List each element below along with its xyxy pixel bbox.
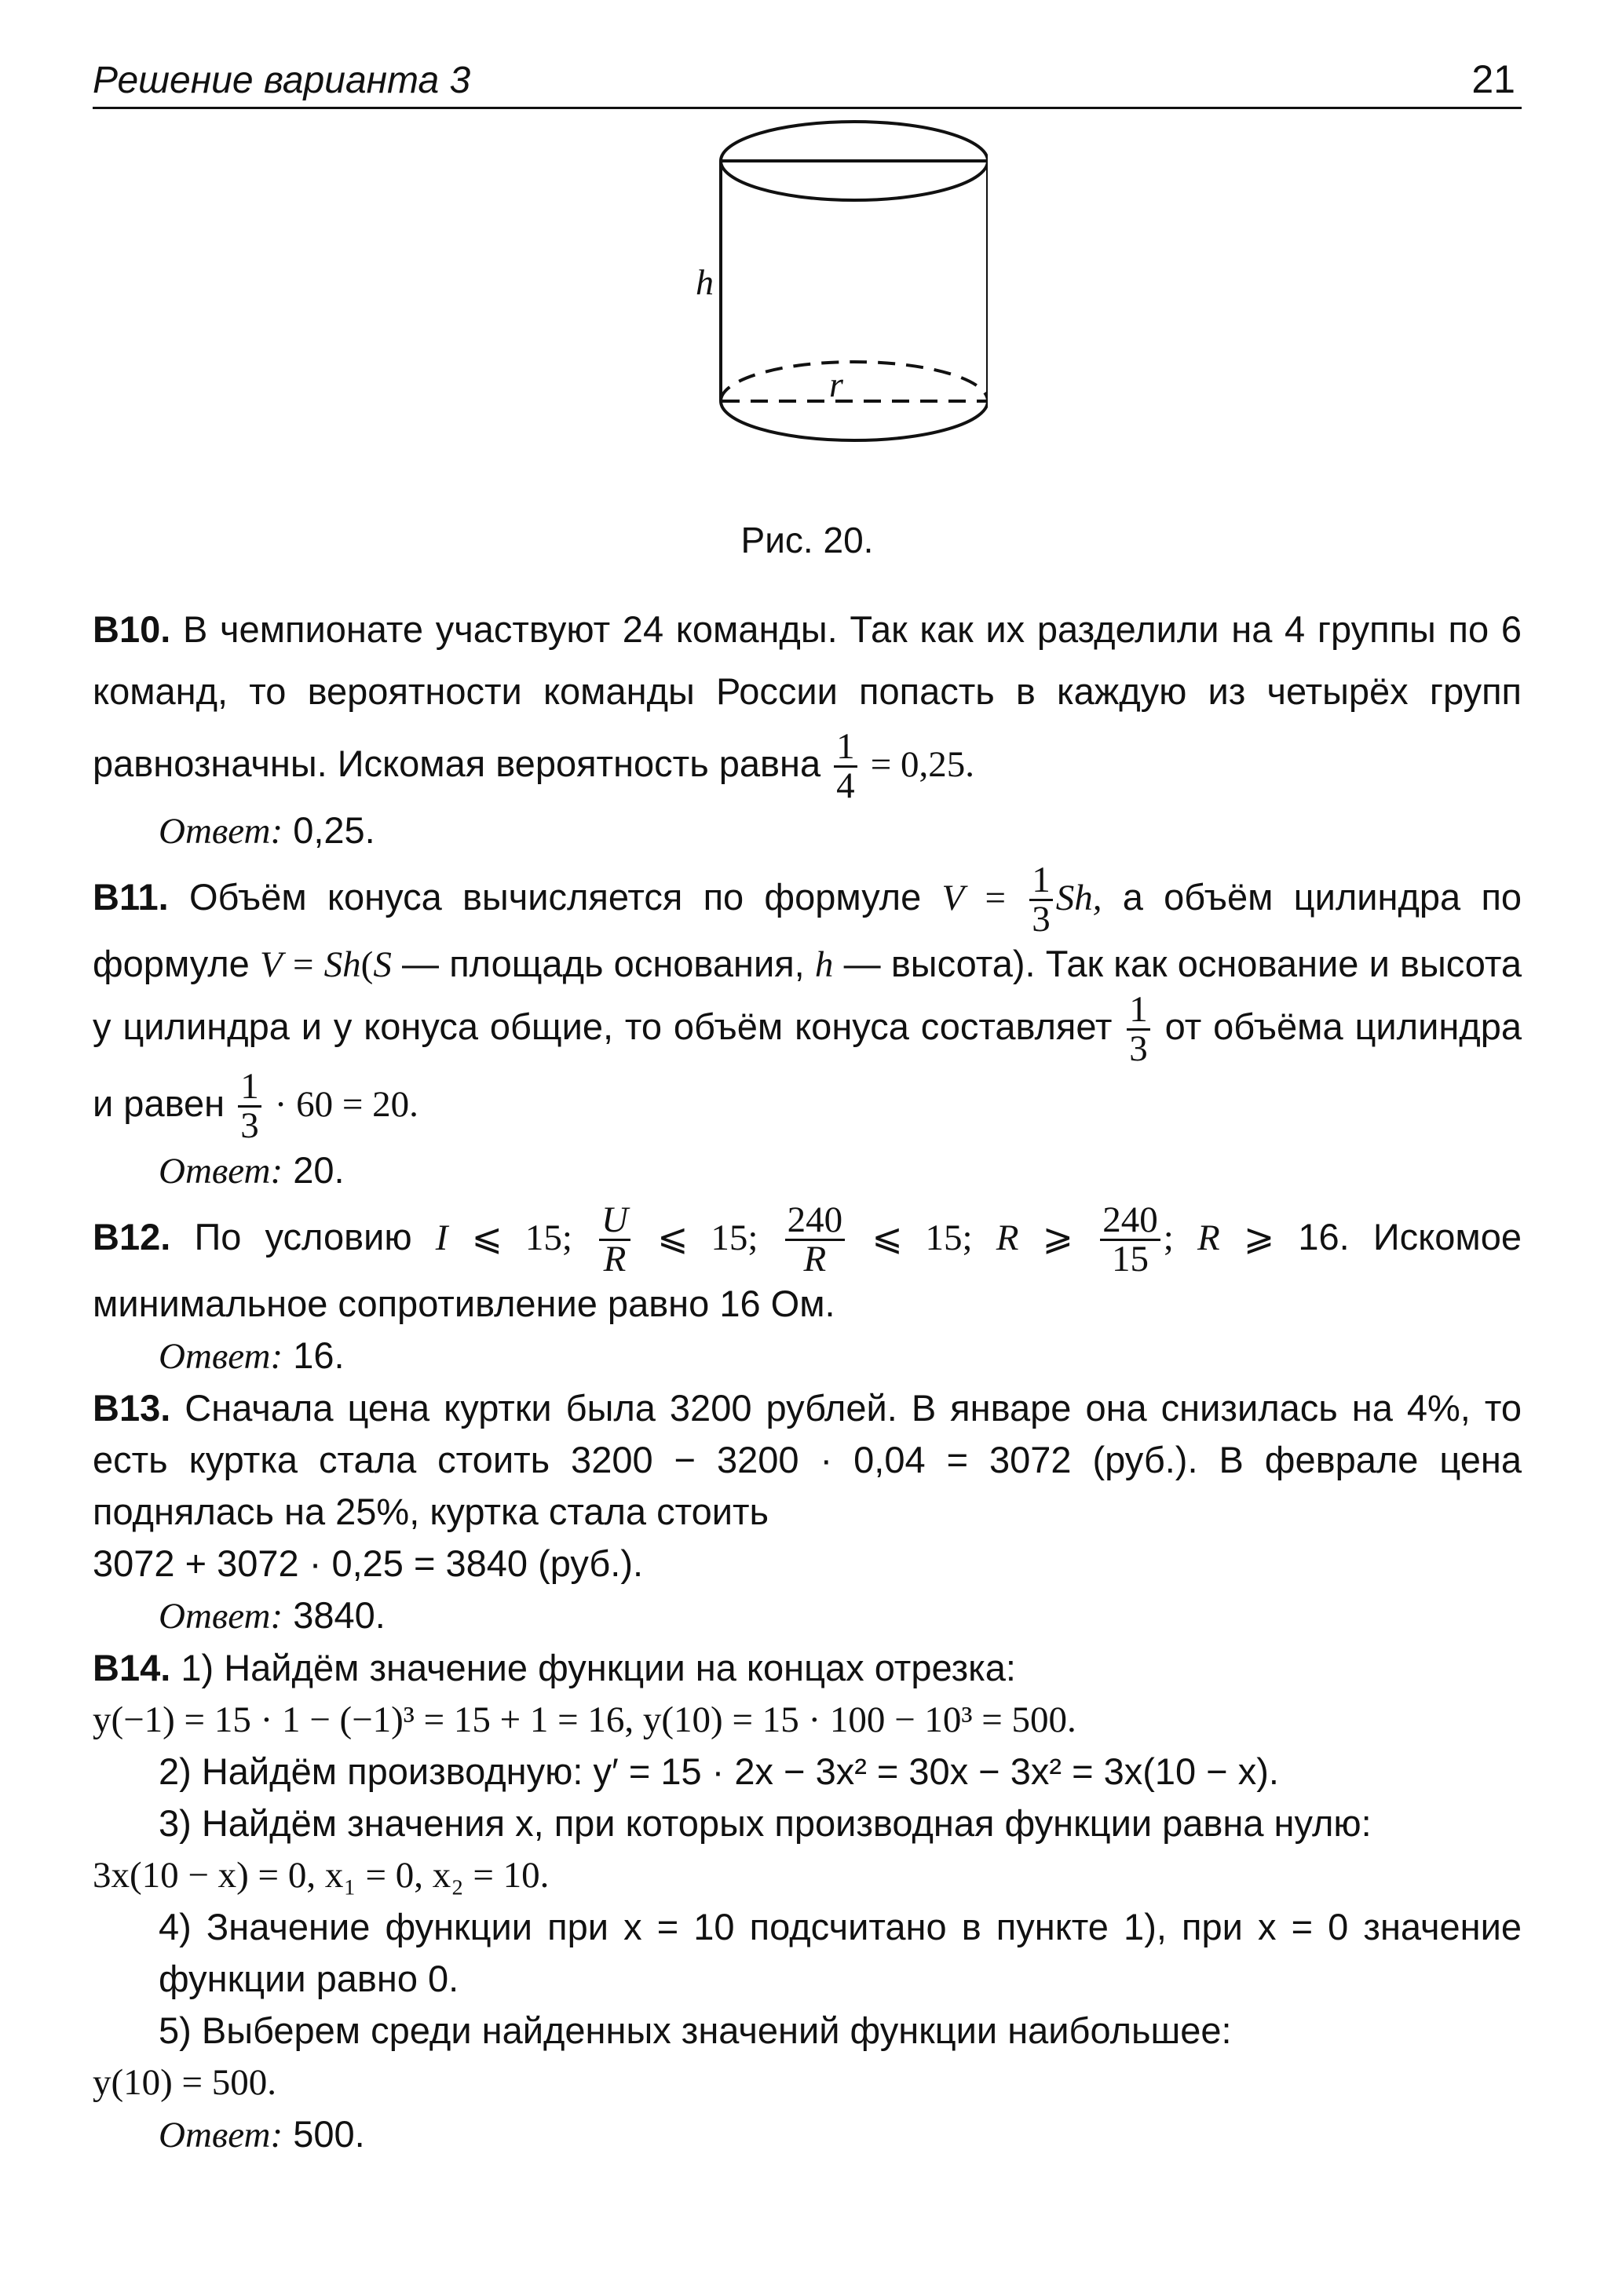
problem-b10 bbox=[93, 604, 1522, 805]
problem-text: Сначала цена куртки была 3200 рублей. В январе она снизилась на 4%, то есть куртка стала стоить 3200 − 3200 · 0,04 = 3072 (руб.). В феврале цена поднялась на 25%, куртка стала стоить bbox=[93, 1387, 1522, 1533]
math-line: 3072 + 3072 · 0,25 = 3840 (руб.). bbox=[93, 1542, 644, 1585]
fraction-numerator: U bbox=[599, 1202, 630, 1241]
step-line: 5) Выберем среди найденных значений функции наибольшее: bbox=[159, 2009, 1232, 2052]
problem-text: от объёма цилиндра и равен bbox=[93, 1006, 1522, 1125]
answer-label: Ответ: bbox=[159, 811, 283, 852]
problem-number: В13. bbox=[93, 1387, 171, 1429]
step-line: 4) Значение функции при x = 10 подсчитано в пункте 1), при x = 0 значение функции равно 0. bbox=[159, 1906, 1522, 2000]
problem-text: по формуле bbox=[93, 876, 1522, 985]
answer-value: 500. bbox=[293, 2113, 365, 2155]
problem-text: — площадь основания, bbox=[402, 943, 805, 985]
problem-text: а объём цилиндра bbox=[1122, 876, 1461, 918]
answer-label: Ответ: bbox=[159, 1596, 283, 1637]
math-var: V bbox=[941, 878, 965, 918]
answer-value: 0,25. bbox=[293, 809, 375, 852]
math-var: S bbox=[373, 944, 392, 986]
math-text: ⩾ bbox=[1042, 1217, 1074, 1259]
problem-number: В12. bbox=[93, 1216, 171, 1258]
step-line: 2) Найдём производную: y′ = 15 · 2x − 3x² = 30x − 3x² = 3x(10 − x). bbox=[159, 1750, 1279, 1793]
math-text: ( bbox=[360, 944, 374, 986]
math-text: = bbox=[292, 944, 314, 986]
fraction-denominator: 3 bbox=[240, 1105, 259, 1147]
fraction-numerator: 1 bbox=[238, 1068, 261, 1108]
math-text: · 60 = 20. bbox=[274, 1084, 418, 1126]
problem-number: В14. bbox=[93, 1647, 171, 1689]
fraction-numerator: 1 bbox=[834, 728, 857, 768]
fraction-denominator: 3 bbox=[1129, 1028, 1148, 1070]
answer-label: Ответ: bbox=[159, 1336, 283, 1378]
page-content bbox=[93, 46, 1522, 2161]
problem-text: По условию bbox=[194, 1216, 412, 1258]
answer-value: 20. bbox=[293, 1149, 345, 1192]
running-title: Решение варианта 3 bbox=[93, 60, 471, 101]
math-line: y(10) = 500. bbox=[93, 2062, 277, 2104]
figure-caption: Рис. 20. bbox=[740, 520, 874, 560]
problem-text: минимальное сопротивление равно 16 Ом. bbox=[93, 1283, 835, 1325]
fraction-denominator: 4 bbox=[836, 765, 855, 807]
math-var: R bbox=[996, 1217, 1019, 1259]
math-var: Sh, bbox=[1055, 878, 1102, 918]
problem-number: В10. bbox=[93, 608, 171, 650]
math-line: 3x(10 − x) = 0, x₁ = 0, x₂ = 10. bbox=[93, 1855, 550, 1896]
math-text: ⩽ 15; bbox=[872, 1217, 973, 1259]
answer-b12 bbox=[93, 1330, 1522, 1382]
answer-b14 bbox=[93, 2108, 1522, 2161]
math-var: h bbox=[814, 944, 834, 986]
fraction bbox=[785, 1199, 846, 1280]
math-text: = bbox=[985, 878, 1006, 918]
math-text: = 0,25. bbox=[870, 744, 974, 785]
fraction bbox=[1029, 862, 1053, 938]
problem-number: В11. bbox=[93, 876, 169, 918]
math-text: ⩽ 15; bbox=[471, 1217, 572, 1259]
solutions-body bbox=[93, 604, 1522, 2161]
math-line: y(−1) = 15 · 1 − (−1)³ = 15 + 1 = 16, y(10) = 15 · 100 − 10³ = 500. bbox=[93, 1699, 1076, 1741]
answer-b11 bbox=[93, 1144, 1522, 1197]
problem-text: четырёх групп равнозначны. Искомая вероятность равна bbox=[93, 670, 1522, 784]
fraction-denominator: R bbox=[803, 1239, 827, 1280]
cylinder-drawing bbox=[658, 117, 988, 486]
problem-text: ⩾ 16. Искомое bbox=[1243, 1216, 1522, 1258]
math-var: R bbox=[1197, 1217, 1220, 1259]
answer-b10 bbox=[93, 805, 1522, 857]
answer-value: 16. bbox=[293, 1334, 345, 1377]
math-var: Sh bbox=[323, 944, 361, 986]
answer-label: Ответ: bbox=[159, 1151, 283, 1192]
math-text: ⩽ 15; bbox=[657, 1217, 758, 1259]
math-var: V bbox=[260, 944, 283, 986]
fraction-denominator: 3 bbox=[1032, 899, 1051, 940]
problem-b13 bbox=[93, 1382, 1522, 1538]
math-var: I bbox=[435, 1217, 448, 1259]
fraction bbox=[599, 1199, 630, 1280]
page-number: 21 bbox=[1471, 57, 1515, 101]
fraction-numerator: 240 bbox=[1100, 1202, 1160, 1241]
problem-text: — высота). Так как основание и высота у цилиндра и у конуса общие, то объём конуса составляет bbox=[93, 943, 1522, 1048]
fraction bbox=[1127, 991, 1150, 1068]
cylinder-figure bbox=[93, 117, 1522, 560]
math-text: ; bbox=[1163, 1217, 1174, 1259]
fraction-numerator: 1 bbox=[1029, 862, 1053, 901]
radius-label: r bbox=[829, 364, 843, 404]
problem-text: 1) Найдём значение функции на концах отрезка: bbox=[181, 1647, 1016, 1689]
height-label: h bbox=[696, 262, 714, 302]
fraction-denominator: R bbox=[603, 1239, 627, 1280]
problem-b14 bbox=[93, 1642, 1522, 1694]
fraction-numerator: 1 bbox=[1127, 991, 1150, 1031]
problem-b12 bbox=[93, 1199, 1522, 1330]
step-line: 3) Найдём значения x, при которых производная функции равна нулю: bbox=[159, 1802, 1372, 1845]
fraction-denominator: 15 bbox=[1111, 1239, 1149, 1280]
problem-text: В чемпионате участвуют 24 команды. Так как их разделили на 4 группы по 6 команд, то вероятности команды России попасть в каждую из bbox=[93, 608, 1522, 712]
answer-b13 bbox=[93, 1590, 1522, 1642]
fraction-numerator: 240 bbox=[785, 1202, 846, 1241]
fraction bbox=[1100, 1199, 1160, 1280]
answer-value: 3840. bbox=[293, 1594, 386, 1637]
problem-text: Объём конуса вычисляется по формуле bbox=[188, 876, 922, 918]
fraction bbox=[238, 1066, 261, 1147]
running-header bbox=[93, 46, 1522, 109]
problem-b11 bbox=[93, 860, 1522, 1147]
fraction bbox=[834, 728, 857, 805]
answer-label: Ответ: bbox=[159, 2115, 283, 2156]
